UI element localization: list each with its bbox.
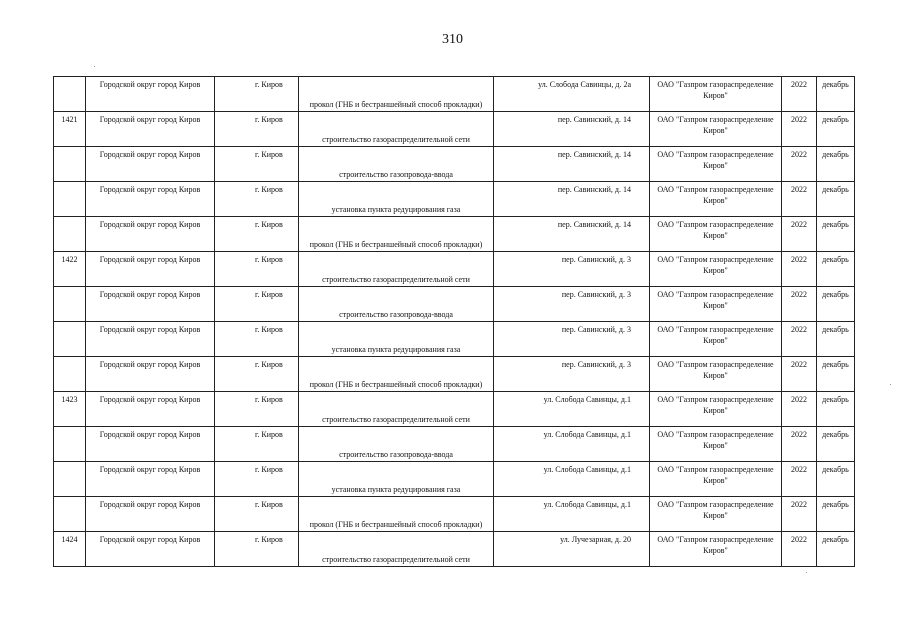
year-cell: 2022 bbox=[782, 427, 817, 462]
gas-works-table bbox=[53, 76, 855, 567]
year-cell: 2022 bbox=[782, 77, 817, 112]
municipality-cell: Городской округ город Киров bbox=[86, 112, 215, 147]
month-cell: декабрь bbox=[817, 532, 855, 567]
locality-cell: г. Киров bbox=[215, 147, 299, 182]
row-number: 1424 bbox=[54, 532, 86, 567]
month-cell: декабрь bbox=[817, 462, 855, 497]
municipality-cell: Городской округ город Киров bbox=[86, 497, 215, 532]
scan-speck bbox=[890, 384, 891, 385]
year-cell: 2022 bbox=[782, 252, 817, 287]
address-cell: пер. Савинский, д. 14 bbox=[494, 182, 650, 217]
month-cell: декабрь bbox=[817, 427, 855, 462]
address-cell: пер. Савинский, д. 14 bbox=[494, 217, 650, 252]
year-cell: 2022 bbox=[782, 287, 817, 322]
municipality-cell: Городской округ город Киров bbox=[86, 322, 215, 357]
municipality-cell: Городской округ город Киров bbox=[86, 252, 215, 287]
row-number bbox=[54, 462, 86, 497]
month-cell: декабрь bbox=[817, 252, 855, 287]
locality-cell: г. Киров bbox=[215, 497, 299, 532]
year-cell: 2022 bbox=[782, 462, 817, 497]
year-cell: 2022 bbox=[782, 217, 817, 252]
organization-cell: ОАО "Газпром газораспределение Киров" bbox=[650, 182, 782, 217]
address-cell: пер. Савинский, д. 3 bbox=[494, 287, 650, 322]
work-type-cell: строительство газопровода-ввода bbox=[299, 147, 494, 182]
month-cell: декабрь bbox=[817, 497, 855, 532]
row-number: 1421 bbox=[54, 112, 86, 147]
work-type-cell: прокол (ГНБ и бестраншейный способ прокладки) bbox=[299, 217, 494, 252]
year-cell: 2022 bbox=[782, 532, 817, 567]
organization-cell: ОАО "Газпром газораспределение Киров" bbox=[650, 462, 782, 497]
address-cell: ул. Лучезарная, д. 20 bbox=[494, 532, 650, 567]
address-cell: ул. Слобода Савинцы, д.1 bbox=[494, 392, 650, 427]
row-number: 1423 bbox=[54, 392, 86, 427]
table-row bbox=[54, 357, 855, 392]
municipality-cell: Городской округ город Киров bbox=[86, 287, 215, 322]
work-type-cell: прокол (ГНБ и бестраншейный способ прокладки) bbox=[299, 77, 494, 112]
row-number bbox=[54, 217, 86, 252]
table-row bbox=[54, 182, 855, 217]
table-body bbox=[54, 77, 855, 567]
month-cell: декабрь bbox=[817, 217, 855, 252]
organization-cell: ОАО "Газпром газораспределение Киров" bbox=[650, 77, 782, 112]
organization-cell: ОАО "Газпром газораспределение Киров" bbox=[650, 217, 782, 252]
work-type-cell: строительство газопровода-ввода bbox=[299, 287, 494, 322]
organization-cell: ОАО "Газпром газораспределение Киров" bbox=[650, 532, 782, 567]
table-row bbox=[54, 392, 855, 427]
year-cell: 2022 bbox=[782, 112, 817, 147]
row-number bbox=[54, 357, 86, 392]
locality-cell: г. Киров bbox=[215, 322, 299, 357]
locality-cell: г. Киров bbox=[215, 287, 299, 322]
locality-cell: г. Киров bbox=[215, 182, 299, 217]
organization-cell: ОАО "Газпром газораспределение Киров" bbox=[650, 147, 782, 182]
locality-cell: г. Киров bbox=[215, 357, 299, 392]
organization-cell: ОАО "Газпром газораспределение Киров" bbox=[650, 357, 782, 392]
work-type-cell: строительство газораспределительной сети bbox=[299, 252, 494, 287]
municipality-cell: Городской округ город Киров bbox=[86, 462, 215, 497]
address-cell: пер. Савинский, д. 3 bbox=[494, 252, 650, 287]
organization-cell: ОАО "Газпром газораспределение Киров" bbox=[650, 287, 782, 322]
scan-speck bbox=[94, 66, 95, 67]
row-number bbox=[54, 427, 86, 462]
year-cell: 2022 bbox=[782, 392, 817, 427]
scan-speck bbox=[806, 572, 807, 573]
table-row bbox=[54, 497, 855, 532]
locality-cell: г. Киров bbox=[215, 112, 299, 147]
year-cell: 2022 bbox=[782, 322, 817, 357]
work-type-cell: установка пункта редуцирования газа bbox=[299, 462, 494, 497]
work-type-cell: установка пункта редуцирования газа bbox=[299, 182, 494, 217]
municipality-cell: Городской округ город Киров bbox=[86, 182, 215, 217]
organization-cell: ОАО "Газпром газораспределение Киров" bbox=[650, 427, 782, 462]
table-row bbox=[54, 217, 855, 252]
municipality-cell: Городской округ город Киров bbox=[86, 77, 215, 112]
month-cell: декабрь bbox=[817, 77, 855, 112]
year-cell: 2022 bbox=[782, 497, 817, 532]
row-number bbox=[54, 147, 86, 182]
work-type-cell: строительство газораспределительной сети bbox=[299, 112, 494, 147]
row-number bbox=[54, 497, 86, 532]
locality-cell: г. Киров bbox=[215, 217, 299, 252]
month-cell: декабрь bbox=[817, 357, 855, 392]
table-row bbox=[54, 462, 855, 497]
locality-cell: г. Киров bbox=[215, 532, 299, 567]
row-number bbox=[54, 77, 86, 112]
row-number bbox=[54, 322, 86, 357]
work-type-cell: прокол (ГНБ и бестраншейный способ прокладки) bbox=[299, 497, 494, 532]
municipality-cell: Городской округ город Киров bbox=[86, 147, 215, 182]
row-number bbox=[54, 287, 86, 322]
locality-cell: г. Киров bbox=[215, 77, 299, 112]
address-cell: ул. Слобода Савинцы, д.1 bbox=[494, 462, 650, 497]
address-cell: пер. Савинский, д. 3 bbox=[494, 357, 650, 392]
organization-cell: ОАО "Газпром газораспределение Киров" bbox=[650, 322, 782, 357]
municipality-cell: Городской округ город Киров bbox=[86, 427, 215, 462]
row-number bbox=[54, 182, 86, 217]
table-row bbox=[54, 112, 855, 147]
work-type-cell: строительство газораспределительной сети bbox=[299, 532, 494, 567]
address-cell: пер. Савинский, д. 14 bbox=[494, 112, 650, 147]
municipality-cell: Городской округ город Киров bbox=[86, 532, 215, 567]
address-cell: пер. Савинский, д. 3 bbox=[494, 322, 650, 357]
locality-cell: г. Киров bbox=[215, 462, 299, 497]
table-row bbox=[54, 322, 855, 357]
municipality-cell: Городской округ город Киров bbox=[86, 357, 215, 392]
page-number: 310 bbox=[442, 32, 463, 47]
address-cell: ул. Слобода Савинцы, д. 2а bbox=[494, 77, 650, 112]
month-cell: декабрь bbox=[817, 112, 855, 147]
address-cell: ул. Слобода Савинцы, д.1 bbox=[494, 427, 650, 462]
month-cell: декабрь bbox=[817, 147, 855, 182]
locality-cell: г. Киров bbox=[215, 252, 299, 287]
municipality-cell: Городской округ город Киров bbox=[86, 217, 215, 252]
table-row bbox=[54, 252, 855, 287]
year-cell: 2022 bbox=[782, 182, 817, 217]
organization-cell: ОАО "Газпром газораспределение Киров" bbox=[650, 392, 782, 427]
organization-cell: ОАО "Газпром газораспределение Киров" bbox=[650, 252, 782, 287]
organization-cell: ОАО "Газпром газораспределение Киров" bbox=[650, 497, 782, 532]
year-cell: 2022 bbox=[782, 147, 817, 182]
table-row bbox=[54, 147, 855, 182]
locality-cell: г. Киров bbox=[215, 392, 299, 427]
address-cell: ул. Слобода Савинцы, д.1 bbox=[494, 497, 650, 532]
work-type-cell: строительство газораспределительной сети bbox=[299, 392, 494, 427]
table-row bbox=[54, 287, 855, 322]
table-row bbox=[54, 427, 855, 462]
table-row bbox=[54, 532, 855, 567]
table-row bbox=[54, 77, 855, 112]
month-cell: декабрь bbox=[817, 392, 855, 427]
locality-cell: г. Киров bbox=[215, 427, 299, 462]
municipality-cell: Городской округ город Киров bbox=[86, 392, 215, 427]
address-cell: пер. Савинский, д. 14 bbox=[494, 147, 650, 182]
organization-cell: ОАО "Газпром газораспределение Киров" bbox=[650, 112, 782, 147]
work-type-cell: установка пункта редуцирования газа bbox=[299, 322, 494, 357]
year-cell: 2022 bbox=[782, 357, 817, 392]
work-type-cell: прокол (ГНБ и бестраншейный способ прокладки) bbox=[299, 357, 494, 392]
month-cell: декабрь bbox=[817, 182, 855, 217]
month-cell: декабрь bbox=[817, 322, 855, 357]
row-number: 1422 bbox=[54, 252, 86, 287]
work-type-cell: строительство газопровода-ввода bbox=[299, 427, 494, 462]
month-cell: декабрь bbox=[817, 287, 855, 322]
